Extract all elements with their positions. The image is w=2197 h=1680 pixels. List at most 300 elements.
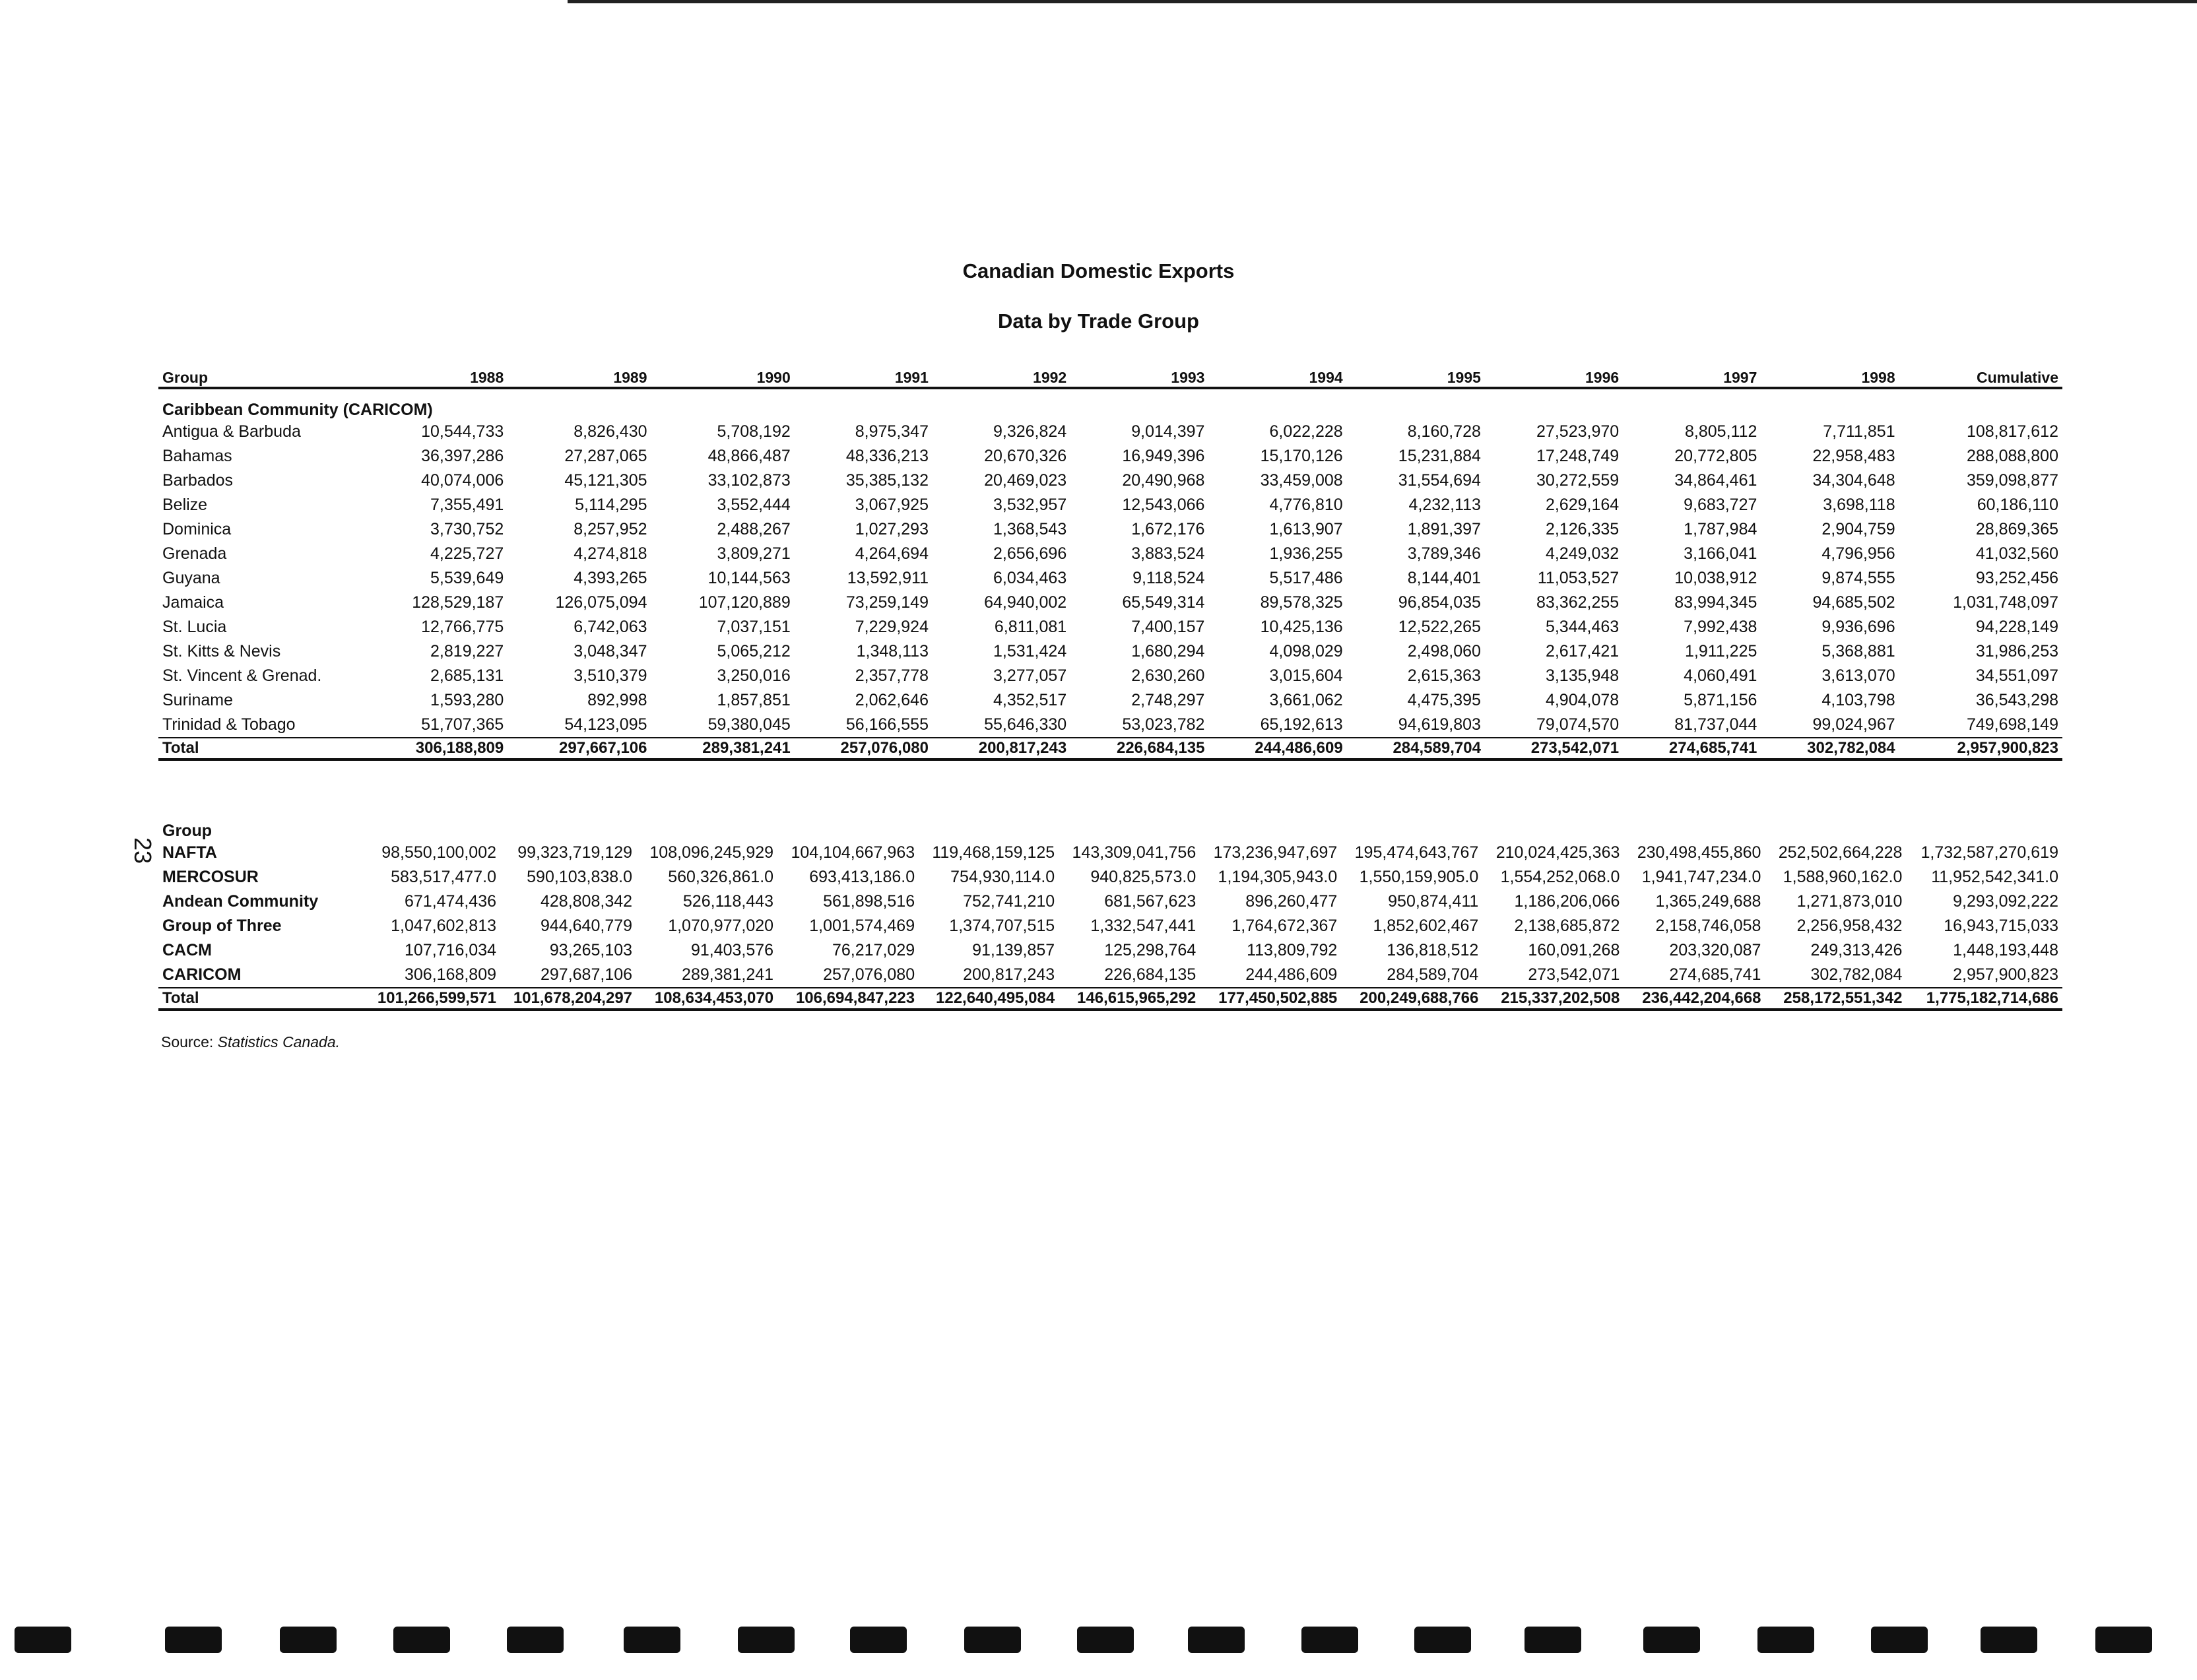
column-header: 1989 [508,363,651,388]
table-cell: 526,118,443 [682,892,774,911]
table-cell: 896,260,477 [1245,892,1338,911]
table-cell: 1,531,424 [993,642,1067,661]
table-cell: 64,940,002 [984,593,1067,612]
table-cell: 3,015,604 [1269,666,1343,685]
total-cell: 101,266,599,571 [364,988,500,1010]
total-cell: 146,615,965,292 [1059,988,1200,1010]
table-cell: 6,811,081 [994,618,1067,636]
table-row [158,889,2062,914]
column-header: 1991 [795,363,933,388]
table-cell: 5,871,156 [1684,691,1757,709]
table-cell: 359,098,877 [1966,471,2058,490]
table-cell: 6,034,463 [993,569,1067,587]
groups-section-heading-row [158,810,2062,841]
table-row [158,542,2062,566]
table-cell: 27,287,065 [564,447,647,465]
scan-registration-marks [0,1627,2197,1660]
registration-mark [280,1627,337,1653]
table-cell: 7,229,924 [855,618,929,636]
table-cell: 583,517,477.0 [391,868,497,886]
total-cell: 101,678,204,297 [500,988,636,1010]
table-cell: 10,425,136 [1260,618,1343,636]
table-cell: 107,716,034 [404,941,497,959]
table-cell: 1,680,294 [1131,642,1205,661]
table-cell: 8,144,401 [1407,569,1481,587]
table-cell: 4,264,694 [855,544,929,563]
table-cell: 59,380,045 [707,715,791,734]
table-cell: 33,459,008 [1260,471,1343,490]
caricom-section-heading: Caribbean Community (CARICOM) [162,401,433,419]
table-cell: 9,293,092,222 [1953,892,2058,911]
row-label: MERCOSUR [162,868,259,886]
total-cell: 274,685,741 [1623,738,1761,759]
table-cell: 31,554,694 [1398,471,1481,490]
table-cell: 8,975,347 [855,422,929,441]
column-header: 1998 [1761,363,1899,388]
table-cell: 1,027,293 [855,520,929,538]
total-label: Total [158,738,364,759]
table-row [158,591,2062,615]
table-row [158,615,2062,639]
table-cell: 1,365,249,688 [1655,892,1761,911]
table-cell: 1,001,574,469 [809,917,915,935]
table-cell: 2,488,267 [717,520,791,538]
table-cell: 104,104,667,963 [791,843,915,862]
table-cell: 2,819,227 [430,642,504,661]
table-cell: 249,313,426 [1810,941,1903,959]
total-cell: 302,782,084 [1761,738,1899,759]
column-header: 1994 [1208,363,1346,388]
source-name: Statistics Canada. [217,1033,341,1050]
table-cell: 41,032,560 [1975,544,2058,563]
registration-mark [1981,1627,2037,1653]
table-cell: 128,529,187 [412,593,504,612]
table-cell: 8,805,112 [1685,422,1757,441]
total-row [158,988,2062,1010]
table-cell: 143,309,041,756 [1072,843,1197,862]
table-cell: 1,070,977,020 [668,917,774,935]
table-cell: 4,060,491 [1684,666,1757,685]
table-cell: 30,272,559 [1536,471,1620,490]
registration-mark [738,1627,795,1653]
table-cell: 11,053,527 [1537,569,1620,587]
table-cell: 107,120,889 [698,593,791,612]
document-title: Canadian Domestic Exports [962,259,1235,282]
table-cell: 2,748,297 [1131,691,1205,709]
total-cell: 306,188,809 [364,738,508,759]
table-cell: 4,274,818 [574,544,647,563]
table-cell: 3,048,347 [574,642,647,661]
table-cell: 13,592,911 [847,569,929,587]
table-cell: 590,103,838.0 [527,868,633,886]
table-cell: 749,698,149 [1966,715,2058,734]
table-cell: 4,776,810 [1269,496,1343,514]
table-cell: 10,544,733 [421,422,504,441]
table-cell: 94,619,803 [1398,715,1481,734]
table-cell: 4,393,265 [574,569,647,587]
table-cell: 4,249,032 [1545,544,1620,563]
table-cell: 4,796,956 [1821,544,1895,563]
table-cell: 91,139,857 [972,941,1055,959]
table-cell: 9,936,696 [1821,618,1895,636]
table-cell: 48,866,487 [707,447,791,465]
table-cell: 40,074,006 [421,471,504,490]
row-label: Belize [162,496,208,514]
trade-groups-table [158,810,2062,1011]
table-cell: 2,685,131 [430,666,504,685]
table-cell: 83,994,345 [1674,593,1757,612]
table-cell: 20,469,023 [984,471,1067,490]
table-cell: 28,869,365 [1975,520,2058,538]
row-label: NAFTA [162,843,217,862]
table-cell: 2,630,260 [1131,666,1205,685]
table-cell: 9,683,727 [1684,496,1757,514]
table-cell: 12,766,775 [421,618,504,636]
table-cell: 89,578,325 [1260,593,1343,612]
table-cell: 16,949,396 [1122,447,1205,465]
table-cell: 22,958,483 [1812,447,1895,465]
table-cell: 1,186,206,066 [1514,892,1620,911]
total-cell: 273,542,071 [1485,738,1623,759]
table-cell: 1,891,397 [1407,520,1481,538]
table-cell: 48,336,213 [845,447,929,465]
table-cell: 33,102,873 [707,471,791,490]
table-cell: 297,687,106 [541,965,633,984]
registration-mark [1188,1627,1245,1653]
table-cell: 5,065,212 [717,642,791,661]
table-cell: 3,789,346 [1407,544,1481,563]
table-cell: 950,874,411 [1388,892,1479,911]
table-cell: 2,615,363 [1407,666,1481,685]
table-cell: 173,236,947,697 [1213,843,1338,862]
row-label: St. Lucia [162,618,227,636]
table-cell: 3,552,444 [717,496,791,514]
source-prefix: Source: [161,1033,218,1050]
table-cell: 203,320,087 [1669,941,1761,959]
table-cell: 73,259,149 [845,593,929,612]
table-cell: 2,062,646 [855,691,929,709]
table-cell: 2,957,900,823 [1953,965,2058,984]
table-cell: 10,144,563 [707,569,791,587]
table-cell: 302,782,084 [1810,965,1903,984]
table-cell: 3,661,062 [1269,691,1343,709]
table-cell: 9,326,824 [993,422,1067,441]
table-cell: 91,403,576 [690,941,774,959]
table-cell: 428,808,342 [541,892,633,911]
row-label: CARICOM [162,965,242,984]
caricom-section-heading-row [158,388,2062,420]
table-cell: 79,074,570 [1536,715,1620,734]
table-cell: 3,532,957 [993,496,1067,514]
column-header: 1996 [1485,363,1623,388]
column-header: 1993 [1070,363,1208,388]
table-cell: 76,217,029 [832,941,915,959]
table-cell: 7,711,851 [1823,422,1895,441]
column-header: 1995 [1347,363,1485,388]
table-cell: 9,014,397 [1131,422,1205,441]
table-cell: 671,474,436 [404,892,497,911]
row-label: Guyana [162,569,220,587]
table-cell: 10,038,912 [1674,569,1757,587]
table-cell: 55,646,330 [984,715,1067,734]
table-cell: 3,250,016 [717,666,791,685]
column-header: 1992 [933,363,1070,388]
table-cell: 1,368,543 [993,520,1067,538]
table-cell: 4,232,113 [1408,496,1481,514]
table-cell: 27,523,970 [1536,422,1620,441]
table-cell: 34,551,097 [1975,666,2058,685]
table-cell: 4,475,395 [1407,691,1481,709]
table-cell: 4,103,798 [1821,691,1895,709]
table-cell: 1,732,587,270,619 [1920,843,2058,862]
table-cell: 45,121,305 [564,471,647,490]
document-subtitle: Data by Trade Group [998,309,1199,333]
table-cell: 1,857,851 [717,691,791,709]
table-cell: 1,374,707,515 [949,917,1055,935]
table-cell: 244,486,609 [1245,965,1338,984]
top-border-line [568,0,2197,3]
table-cell: 681,567,623 [1104,892,1197,911]
registration-mark [964,1627,1021,1653]
row-label: Bahamas [162,447,232,465]
table-cell: 9,874,555 [1821,569,1895,587]
table-cell: 1,550,159,905.0 [1359,868,1479,886]
column-header: Cumulative [1899,363,2062,388]
table-cell: 96,854,035 [1398,593,1481,612]
table-cell: 3,166,041 [1684,544,1757,563]
table-cell: 2,126,335 [1545,520,1620,538]
row-label: Jamaica [162,593,224,612]
registration-mark [1757,1627,1814,1653]
table-row [158,914,2062,938]
total-cell: 236,442,204,668 [1623,988,1765,1010]
column-header-group: Group [158,363,364,388]
table-cell: 5,344,463 [1545,618,1620,636]
table-cell: 12,543,066 [1122,496,1205,514]
table-cell: 2,656,696 [993,544,1067,563]
table-cell: 16,943,715,033 [1944,917,2058,935]
table-row [158,713,2062,738]
table-cell: 94,228,149 [1975,618,2058,636]
table-cell: 1,448,193,448 [1953,941,2058,959]
table-cell: 12,522,265 [1398,618,1481,636]
table-cell: 8,826,430 [574,422,647,441]
table-cell: 119,468,159,125 [932,843,1055,862]
table-cell: 892,998 [587,691,647,709]
total-cell: 200,249,688,766 [1341,988,1482,1010]
table-cell: 1,941,747,234.0 [1641,868,1761,886]
row-label: CACM [162,941,212,959]
table-cell: 2,158,746,058 [1655,917,1761,935]
registration-mark [1871,1627,1928,1653]
table-cell: 6,742,063 [574,618,647,636]
table-cell: 754,930,114.0 [950,868,1055,886]
table-cell: 108,817,612 [1966,422,2058,441]
row-label: Andean Community [162,892,319,911]
table-cell: 1,787,984 [1684,520,1757,538]
table-cell: 31,986,253 [1975,642,2058,661]
registration-mark [1414,1627,1471,1653]
total-cell: 106,694,847,223 [777,988,919,1010]
caricom-exports-table [158,363,2062,761]
table-cell: 83,362,255 [1536,593,1620,612]
total-cell: 122,640,495,084 [919,988,1059,1010]
table-cell: 160,091,268 [1528,941,1620,959]
table-cell: 210,024,425,363 [1495,843,1620,862]
table-cell: 93,265,103 [549,941,633,959]
table-cell: 273,542,071 [1528,965,1620,984]
total-cell: 1,775,182,714,686 [1906,988,2062,1010]
row-label: Barbados [162,471,234,490]
table-cell: 8,257,952 [574,520,647,538]
table-cell: 288,088,800 [1966,447,2058,465]
table-cell: 35,385,132 [845,471,929,490]
registration-mark [1301,1627,1358,1653]
total-cell: 177,450,502,885 [1200,988,1341,1010]
table-cell: 230,498,455,860 [1637,843,1761,862]
table-cell: 20,772,805 [1674,447,1757,465]
total-cell: 244,486,609 [1208,738,1346,759]
table-cell: 4,352,517 [993,691,1067,709]
table-cell: 274,685,741 [1669,965,1761,984]
registration-mark [165,1627,222,1653]
total-cell: 200,817,243 [933,738,1070,759]
column-header: 1997 [1623,363,1761,388]
total-cell: 258,172,551,342 [1765,988,1906,1010]
table-cell: 560,326,861.0 [668,868,774,886]
table-cell: 226,684,135 [1104,965,1197,984]
table-cell: 126,075,094 [555,593,647,612]
table-cell: 53,023,782 [1122,715,1205,734]
total-cell: 108,634,453,070 [636,988,777,1010]
table-cell: 8,160,728 [1407,422,1481,441]
table-cell: 1,047,602,813 [391,917,497,935]
table-cell: 15,170,126 [1260,447,1343,465]
total-cell: 215,337,202,508 [1482,988,1623,1010]
total-cell: 226,684,135 [1070,738,1208,759]
table-cell: 11,952,542,341.0 [1931,868,2058,886]
column-header: 1990 [651,363,795,388]
table-cell: 5,517,486 [1269,569,1343,587]
table-cell: 3,613,070 [1821,666,1895,685]
table-cell: 200,817,243 [963,965,1055,984]
table-cell: 5,368,881 [1821,642,1895,661]
table-cell: 1,936,255 [1269,544,1343,563]
table-cell: 136,818,512 [1387,941,1479,959]
table-cell: 2,357,778 [855,666,929,685]
row-label: Dominica [162,520,232,538]
table-cell: 3,277,057 [993,666,1067,685]
registration-mark [624,1627,680,1653]
row-label: Group of Three [162,917,282,935]
table-row [158,493,2062,517]
table-cell: 20,490,968 [1122,471,1205,490]
total-cell: 2,957,900,823 [1899,738,2062,759]
table-cell: 60,186,110 [1977,496,2058,514]
registration-mark [393,1627,450,1653]
registration-mark [1077,1627,1134,1653]
table-cell: 1,332,547,441 [1090,917,1197,935]
table-cell: 6,022,228 [1269,422,1343,441]
table-cell: 752,741,210 [963,892,1055,911]
table-cell: 51,707,365 [421,715,504,734]
table-cell: 65,192,613 [1260,715,1343,734]
table-cell: 693,413,186.0 [809,868,915,886]
table-row [158,963,2062,988]
table-cell: 99,323,719,129 [517,843,633,862]
table-cell: 9,118,524 [1132,569,1205,587]
table-cell: 2,617,421 [1545,642,1620,661]
table-cell: 1,588,960,162.0 [1783,868,1903,886]
row-label: Suriname [162,691,233,709]
table-cell: 3,510,379 [574,666,647,685]
total-cell: 284,589,704 [1347,738,1485,759]
table-cell: 36,543,298 [1975,691,2058,709]
table-cell: 1,672,176 [1131,520,1205,538]
table-cell: 252,502,664,228 [1778,843,1903,862]
table-cell: 2,629,164 [1545,496,1620,514]
row-label: St. Kitts & Nevis [162,642,281,661]
table-cell: 17,248,749 [1536,447,1620,465]
registration-mark [15,1627,71,1653]
table-row [158,938,2062,963]
table-row [158,566,2062,591]
table-cell: 56,166,555 [845,715,929,734]
registration-mark [1643,1627,1700,1653]
table-cell: 306,168,809 [404,965,497,984]
total-cell: 289,381,241 [651,738,795,759]
table-cell: 4,098,029 [1269,642,1343,661]
table-row [158,688,2062,713]
page-number: 23 [129,837,157,864]
registration-mark [2095,1627,2152,1653]
table-cell: 3,067,925 [855,496,929,514]
table-cell: 2,498,060 [1407,642,1481,661]
table-row [158,468,2062,493]
table-cell: 195,474,643,767 [1354,843,1479,862]
table-cell: 284,589,704 [1387,965,1479,984]
column-header: 1988 [364,363,508,388]
table-cell: 1,852,602,467 [1373,917,1479,935]
table-cell: 4,225,727 [430,544,504,563]
table-cell: 2,256,958,432 [1796,917,1903,935]
table-cell: 4,904,078 [1545,691,1620,709]
table-cell: 98,550,100,002 [381,843,497,862]
table-cell: 1,613,907 [1269,520,1343,538]
registration-mark [507,1627,564,1653]
table-cell: 1,554,252,068.0 [1500,868,1620,886]
header-row [158,363,2062,388]
row-label: Antigua & Barbuda [162,422,301,441]
groups-section-heading: Group [162,822,212,840]
table-cell: 2,138,685,872 [1514,917,1620,935]
table-cell: 34,864,461 [1674,471,1757,490]
table-cell: 113,809,792 [1247,941,1338,959]
source-note [161,1033,340,1051]
total-row [158,738,2062,759]
row-label: St. Vincent & Grenad. [162,666,322,685]
table-cell: 289,381,241 [682,965,774,984]
table-row [158,664,2062,688]
table-cell: 7,992,438 [1684,618,1757,636]
table-row [158,841,2062,865]
table-cell: 1,031,748,097 [1953,593,2058,612]
table-cell: 5,539,649 [430,569,504,587]
table-cell: 65,549,314 [1122,593,1205,612]
table-cell: 3,698,118 [1823,496,1895,514]
table-cell: 3,730,752 [430,520,504,538]
row-label: Trinidad & Tobago [162,715,296,734]
